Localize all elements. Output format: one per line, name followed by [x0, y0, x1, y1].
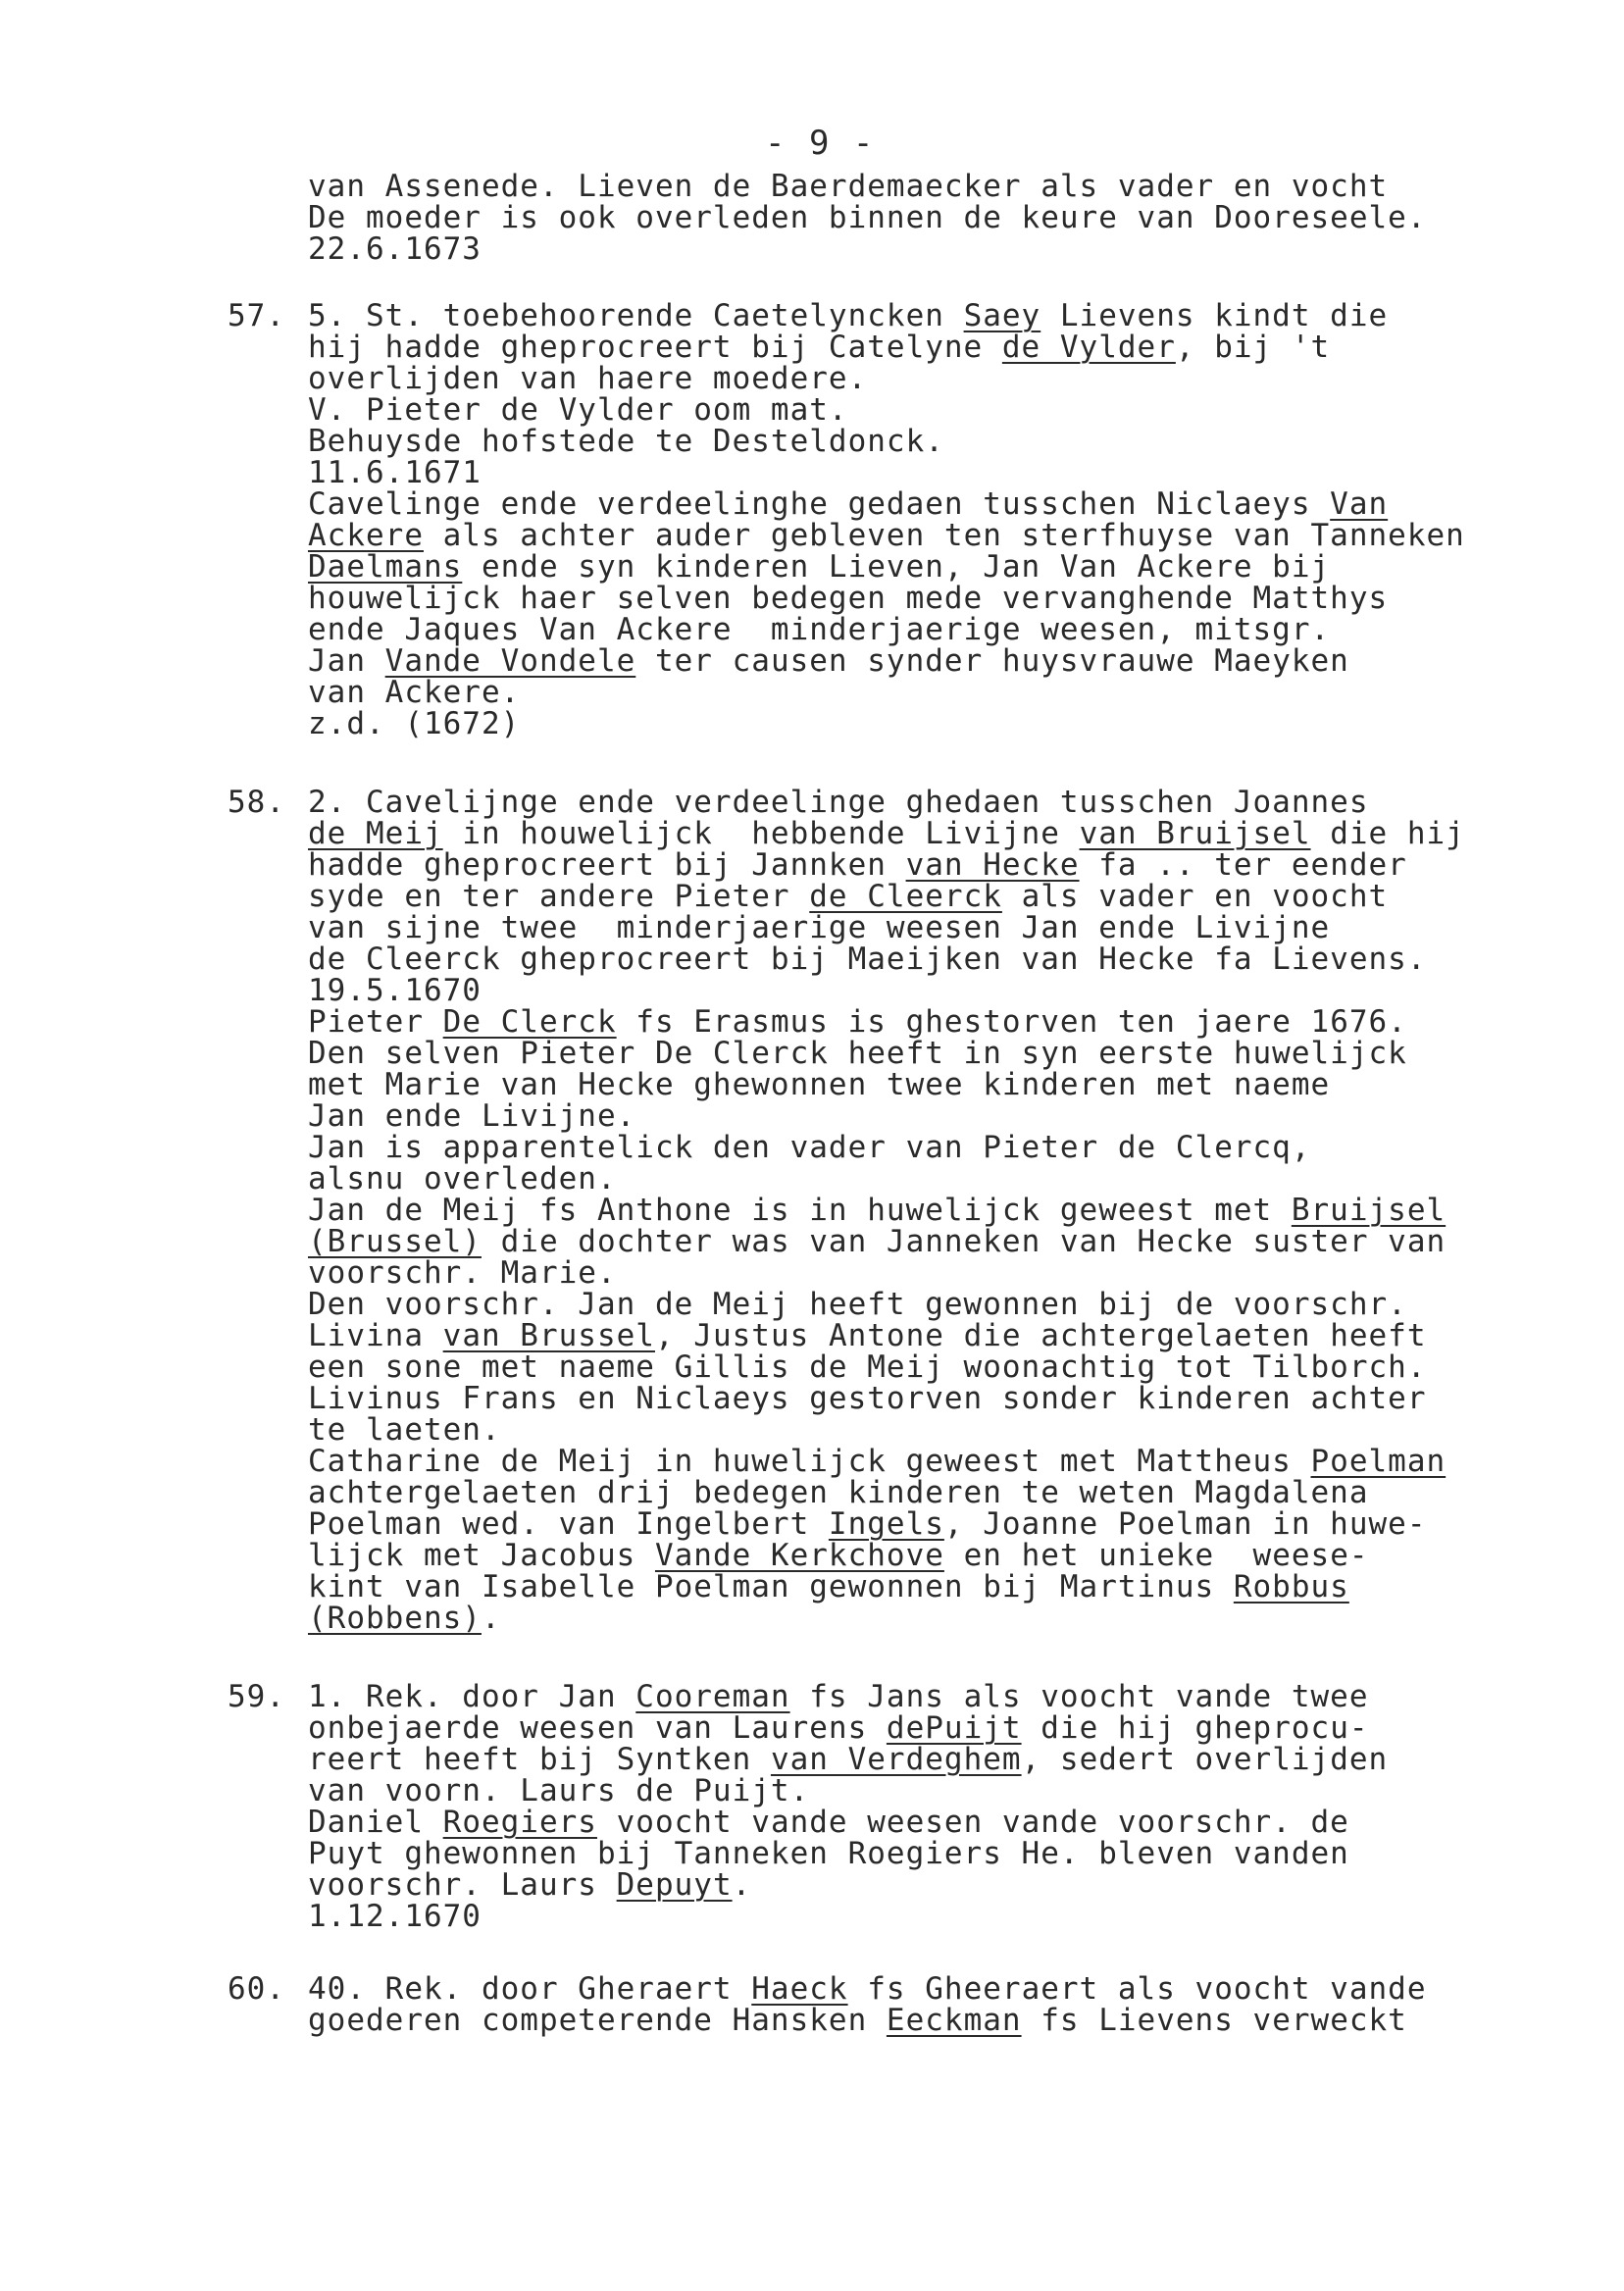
- text-line: De moeder is ook overleden binnen de keure van Dooreseele.: [308, 200, 1427, 235]
- underlined-name: van Brussel: [442, 1318, 655, 1353]
- text-line: van Assenede. Lieven de Baerdemaecker als vader en vocht: [308, 169, 1389, 204]
- text-line: van Ackere.: [308, 675, 521, 710]
- text-line: 40. Rek. door Gheraert Haeck fs Gheeraert als voocht vande: [308, 1971, 1427, 2007]
- underlined-name: Haeck: [751, 1971, 848, 2007]
- entry-number: 60.: [228, 1971, 285, 2007]
- underlined-name: van Verdeghem: [770, 1742, 1022, 1777]
- underlined-name: Saey: [963, 298, 1041, 333]
- text-line: overlijden van haere moedere.: [308, 361, 868, 396]
- text-line: hij hadde gheprocreert bij Catelyne de Vylder, bij 't: [308, 330, 1331, 365]
- text-line: 5. St. toebehoorende Caetelyncken Saey Lievens kindt die: [308, 298, 1389, 333]
- text-line: z.d. (1672): [308, 706, 521, 741]
- text-line: (Brussel) die dochter was van Janneken van Hecke suster van: [308, 1224, 1446, 1259]
- underlined-name: Roegiers: [442, 1805, 597, 1840]
- text-line: (Robbens).: [308, 1601, 501, 1636]
- text-line: kint van Isabelle Poelman gewonnen bij Martinus Robbus: [308, 1569, 1349, 1604]
- text-line: 1. Rek. door Jan Cooreman fs Jans als voocht vande twee: [308, 1679, 1369, 1714]
- underlined-name: de Cleerck: [809, 879, 1002, 914]
- text-line: Livina van Brussel, Justus Antone die achtergelaeten heeft: [308, 1318, 1427, 1353]
- text-line: reert heeft bij Syntken van Verdeghem, sedert overlijden: [308, 1742, 1389, 1777]
- text-line: goederen competerende Hansken Eeckman fs Lievens verweckt: [308, 2003, 1407, 2038]
- text-line: 11.6.1671: [308, 455, 482, 490]
- underlined-name: Vande Vondele: [384, 643, 636, 679]
- underlined-name: de Meij: [308, 816, 443, 851]
- underlined-name: Ingels: [828, 1506, 944, 1542]
- text-line: achtergelaeten drij bedegen kinderen te weten Magdalena: [308, 1475, 1369, 1510]
- text-line: Cavelinge ende verdeelinghe gedaen tusschen Niclaeys Van: [308, 486, 1389, 522]
- entry-number: 58.: [228, 785, 285, 820]
- underlined-name: Ackere: [308, 518, 424, 553]
- text-line: Puyt ghewonnen bij Tanneken Roegiers He. bleven vanden: [308, 1836, 1349, 1871]
- text-line: Den voorschr. Jan de Meij heeft gewonnen bij de voorschr.: [308, 1287, 1407, 1322]
- text-line: van voorn. Laurs de Puijt.: [308, 1773, 810, 1808]
- text-line: alsnu overleden.: [308, 1161, 617, 1196]
- text-line: voorschr. Laurs Depuyt.: [308, 1867, 752, 1903]
- text-line: Livinus Frans en Niclaeys gestorven sonder kinderen achter: [308, 1381, 1427, 1416]
- text-line: de Cleerck gheprocreert bij Maeijken van Hecke fa Lievens.: [308, 942, 1427, 977]
- text-line: Behuysde hofstede te Desteldonck.: [308, 424, 944, 459]
- text-line: 1.12.1670: [308, 1899, 482, 1934]
- text-line: Pieter De Clerck fs Erasmus is ghestorven ten jaere 1676.: [308, 1004, 1407, 1040]
- text-line: hadde gheprocreert bij Jannken van Hecke fa .. ter eender: [308, 847, 1407, 883]
- text-line: de Meij in houwelijck hebbende Livijne van Bruijsel die hij: [308, 816, 1465, 851]
- text-line: Daniel Roegiers voocht vande weesen vande voorschr. de: [308, 1805, 1349, 1840]
- entry-number: 59.: [228, 1679, 285, 1714]
- underlined-name: dePuijt: [886, 1710, 1022, 1746]
- text-line: Daelmans ende syn kinderen Lieven, Jan Van Ackere bij: [308, 549, 1331, 585]
- text-line: voorschr. Marie.: [308, 1255, 617, 1291]
- text-line: een sone met naeme Gillis de Meij woonachtig tot Tilborch.: [308, 1349, 1427, 1385]
- text-line: Jan Vande Vondele ter causen synder huysvrauwe Maeyken: [308, 643, 1349, 679]
- underlined-name: Van: [1330, 486, 1389, 522]
- text-line: ende Jaques Van Ackere minderjaerige weesen, mitsgr.: [308, 612, 1331, 647]
- text-line: V. Pieter de Vylder oom mat.: [308, 392, 848, 428]
- entry-number: 57.: [228, 298, 285, 333]
- underlined-name: van Bruijsel: [1079, 816, 1311, 851]
- page-number: - 9 -: [765, 124, 876, 163]
- text-line: 19.5.1670: [308, 973, 482, 1008]
- underlined-name: Eeckman: [886, 2003, 1022, 2038]
- text-line: Catharine de Meij in huwelijck geweest met Mattheus Poelman: [308, 1444, 1446, 1479]
- text-line: met Marie van Hecke ghewonnen twee kinderen met naeme: [308, 1067, 1331, 1102]
- underlined-name: de Vylder: [1001, 330, 1176, 365]
- underlined-name: (Robbens): [308, 1601, 482, 1636]
- underlined-name: De Clerck: [442, 1004, 617, 1040]
- text-line: syde en ter andere Pieter de Cleerck als vader en voocht: [308, 879, 1389, 914]
- underlined-name: Poelman: [1310, 1444, 1446, 1479]
- text-line: onbejaerde weesen van Laurens dePuijt die hij gheprocu-: [308, 1710, 1369, 1746]
- text-line: Jan de Meij fs Anthone is in huwelijck geweest met Bruijsel: [308, 1193, 1446, 1228]
- text-line: Ackere als achter auder gebleven ten sterfhuyse van Tanneken: [308, 518, 1465, 553]
- underlined-name: Robbus: [1233, 1569, 1349, 1604]
- text-line: Poelman wed. van Ingelbert Ingels, Joanne Poelman in huwe-: [308, 1506, 1427, 1542]
- text-line: Jan is apparentelick den vader van Pieter de Clercq,: [308, 1130, 1311, 1165]
- underlined-name: Bruijsel: [1291, 1193, 1446, 1228]
- text-line: van sijne twee minderjaerige weesen Jan ende Livijne: [308, 910, 1331, 945]
- text-line: Jan ende Livijne.: [308, 1098, 636, 1134]
- text-line: houwelijck haer selven bedegen mede vervanghende Matthys: [308, 581, 1389, 616]
- text-line: te laeten.: [308, 1412, 501, 1448]
- text-line: 2. Cavelijnge ende verdeelinge ghedaen tusschen Joannes: [308, 785, 1369, 820]
- underlined-name: Depuyt: [616, 1867, 733, 1903]
- underlined-name: Daelmans: [308, 549, 463, 585]
- text-line: Den selven Pieter De Clerck heeft in syn eerste huwelijck: [308, 1036, 1407, 1071]
- underlined-name: van Hecke: [905, 847, 1080, 883]
- underlined-name: Vande Kerkchove: [654, 1538, 944, 1573]
- text-line: 22.6.1673: [308, 231, 482, 267]
- underlined-name: Cooreman: [635, 1679, 790, 1714]
- text-line: lijck met Jacobus Vande Kerkchove en het unieke weese-: [308, 1538, 1369, 1573]
- underlined-name: (Brussel): [308, 1224, 482, 1259]
